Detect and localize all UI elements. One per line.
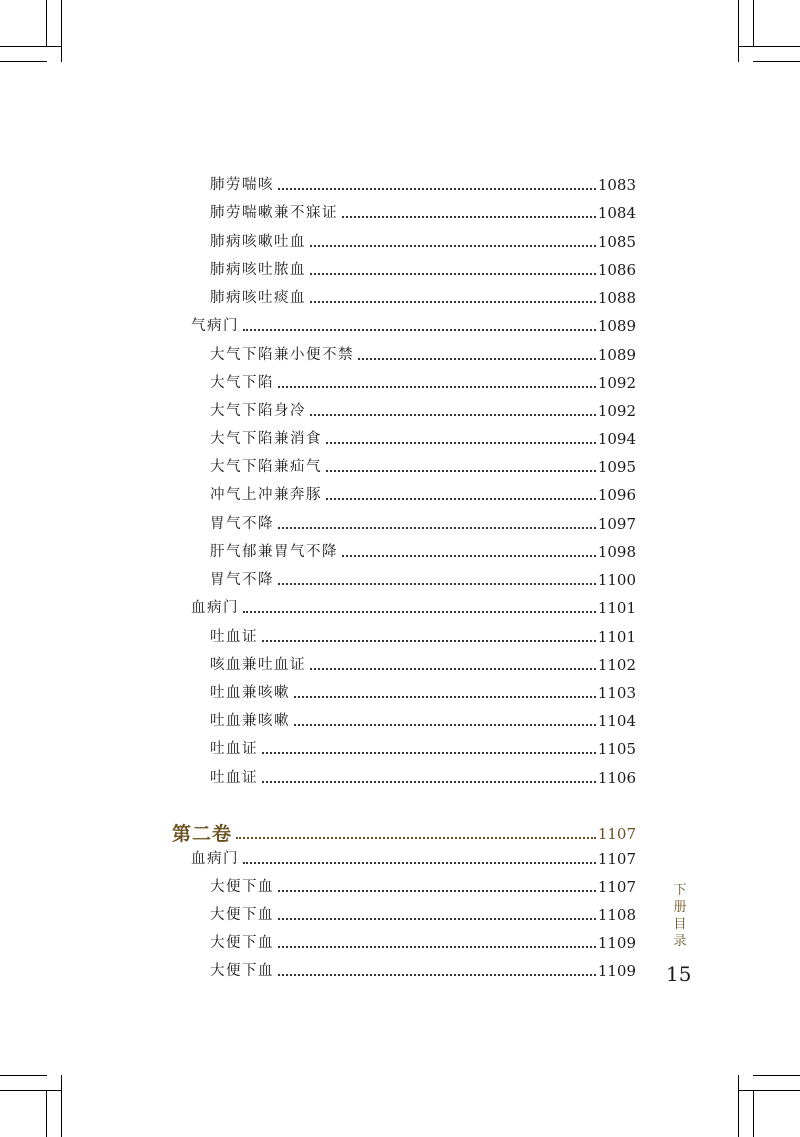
dot-leader xyxy=(294,696,596,698)
toc-entry-page: 1105 xyxy=(597,740,636,758)
toc-entry-page: 1092 xyxy=(597,374,636,392)
toc-entry-title: 血病门 xyxy=(191,851,239,867)
dot-leader xyxy=(278,974,596,976)
toc-entry-title: 肺劳喘咳 xyxy=(210,177,274,193)
toc-section-entry[interactable] xyxy=(191,594,636,618)
toc-entry[interactable] xyxy=(210,623,636,647)
toc-entry-page: 1094 xyxy=(597,430,636,448)
toc-entry-title: 冲气上冲兼奔豚 xyxy=(210,487,322,503)
toc-volume-entry[interactable] xyxy=(172,816,636,844)
toc-entry[interactable] xyxy=(210,510,636,534)
toc-entry[interactable] xyxy=(210,453,636,477)
toc-entry-page: 1104 xyxy=(597,712,636,730)
toc-section-entry[interactable] xyxy=(191,845,636,869)
toc-entry-page: 1086 xyxy=(597,261,636,279)
toc-entry[interactable] xyxy=(210,284,636,308)
dot-leader xyxy=(278,583,596,585)
toc-entry-page: 1101 xyxy=(597,599,636,617)
toc-entry[interactable] xyxy=(210,369,636,393)
dot-leader xyxy=(243,862,596,864)
toc-entry-page: 1103 xyxy=(597,684,636,702)
dot-leader xyxy=(294,724,596,726)
dot-leader xyxy=(243,611,596,613)
toc-entry-page: 1106 xyxy=(597,769,636,787)
toc-entry-page: 1107 xyxy=(597,878,636,896)
toc-entry-title: 吐血证 xyxy=(210,741,258,757)
dot-leader xyxy=(326,498,596,500)
toc-entry[interactable] xyxy=(210,957,636,981)
toc-entry-page: 1101 xyxy=(597,628,636,646)
toc-entry-page: 1107 xyxy=(597,825,636,843)
toc-entry-title: 大气下陷身冷 xyxy=(210,403,306,419)
toc-entry[interactable] xyxy=(210,538,636,562)
toc-entry-title: 大便下血 xyxy=(210,963,274,979)
toc-entry[interactable] xyxy=(210,566,636,590)
toc-entry-page: 1098 xyxy=(597,543,636,561)
toc-entry-title: 吐血兼咳嗽 xyxy=(210,713,290,729)
toc-entry[interactable] xyxy=(210,256,636,280)
toc-entry-page: 1095 xyxy=(597,458,636,476)
toc-entry-title: 肺病咳嗽吐血 xyxy=(210,234,306,250)
toc-entry-title: 吐血证 xyxy=(210,629,258,645)
toc-entry[interactable] xyxy=(210,764,636,788)
dot-leader xyxy=(310,414,596,416)
dot-leader xyxy=(310,668,596,670)
dot-leader xyxy=(278,527,596,529)
toc-entry-page: 1083 xyxy=(597,176,636,194)
toc-entry-title: 肝气郁兼胃气不降 xyxy=(210,544,338,560)
dot-leader xyxy=(243,329,596,331)
toc-entry-title: 胃气不降 xyxy=(210,516,274,532)
toc-entry-title: 大便下血 xyxy=(210,935,274,951)
toc-entry-title: 肺病咳吐痰血 xyxy=(210,290,306,306)
toc-entry[interactable] xyxy=(210,481,636,505)
toc-entry-title: 咳血兼吐血证 xyxy=(210,657,306,673)
dot-leader xyxy=(278,386,596,388)
toc-entry-page: 1100 xyxy=(597,571,636,589)
toc-entry[interactable] xyxy=(210,199,636,223)
toc-entry-page: 1089 xyxy=(597,346,636,364)
toc-entry-title: 大气下陷兼小便不禁 xyxy=(210,347,354,363)
toc-entry-title: 肺劳喘嗽兼不寐证 xyxy=(210,205,338,221)
dot-leader xyxy=(342,216,596,218)
dot-leader xyxy=(326,470,596,472)
dot-leader xyxy=(326,442,596,444)
toc-entry-title: 第二卷 xyxy=(172,823,233,845)
side-running-label: 下册目录 xyxy=(673,883,687,949)
dot-leader xyxy=(310,245,596,247)
dot-leader xyxy=(278,188,596,190)
dot-leader xyxy=(278,946,596,948)
toc-entry-title: 血病门 xyxy=(191,600,239,616)
toc-entry[interactable] xyxy=(210,735,636,759)
toc-entry-page: 1085 xyxy=(597,233,636,251)
toc-entry-title: 大气下陷 xyxy=(210,375,274,391)
toc-entry[interactable] xyxy=(210,425,636,449)
dot-leader xyxy=(310,301,596,303)
dot-leader xyxy=(262,640,596,642)
dot-leader xyxy=(262,752,596,754)
toc-entry-title: 胃气不降 xyxy=(210,572,274,588)
toc-entry[interactable] xyxy=(210,651,636,675)
toc-entry-page: 1097 xyxy=(597,515,636,533)
dot-leader xyxy=(278,918,596,920)
toc-entry-page: 1084 xyxy=(597,204,636,222)
toc-entry-title: 气病门 xyxy=(191,318,239,334)
toc-entry[interactable] xyxy=(210,707,636,731)
toc-entry-page: 1108 xyxy=(597,906,636,924)
toc-entry-page: 1089 xyxy=(597,317,636,335)
toc-entry[interactable] xyxy=(210,901,636,925)
toc-entry-title: 大便下血 xyxy=(210,879,274,895)
toc-entry-title: 大气下陷兼消食 xyxy=(210,431,322,447)
toc-entry[interactable] xyxy=(210,679,636,703)
toc-entry-title: 大气下陷兼疝气 xyxy=(210,459,322,475)
toc-section-entry[interactable] xyxy=(191,312,636,336)
toc-entry-page: 1109 xyxy=(597,962,636,980)
toc-entry-page: 1096 xyxy=(597,486,636,504)
dot-leader xyxy=(236,837,596,839)
toc-entry-page: 1092 xyxy=(597,402,636,420)
dot-leader xyxy=(310,273,596,275)
toc-entry-title: 肺病咳吐脓血 xyxy=(210,262,306,278)
dot-leader xyxy=(342,555,596,557)
toc-entry-page: 1102 xyxy=(597,656,636,674)
toc-entry-page: 1109 xyxy=(597,934,636,952)
toc-entry-title: 吐血证 xyxy=(210,770,258,786)
toc-entry[interactable] xyxy=(210,397,636,421)
toc-entry-title: 大便下血 xyxy=(210,907,274,923)
toc-entry[interactable] xyxy=(210,171,636,195)
toc-entry[interactable] xyxy=(210,341,636,365)
dot-leader xyxy=(358,358,596,360)
toc-entry-page: 1088 xyxy=(597,289,636,307)
dot-leader xyxy=(262,781,596,783)
toc-entry-title: 吐血兼咳嗽 xyxy=(210,685,290,701)
page-number: 15 xyxy=(666,962,692,986)
toc-entry[interactable] xyxy=(210,929,636,953)
toc-entry[interactable] xyxy=(210,873,636,897)
toc-entry[interactable] xyxy=(210,228,636,252)
dot-leader xyxy=(278,890,596,892)
toc-entry-page: 1107 xyxy=(597,850,636,868)
